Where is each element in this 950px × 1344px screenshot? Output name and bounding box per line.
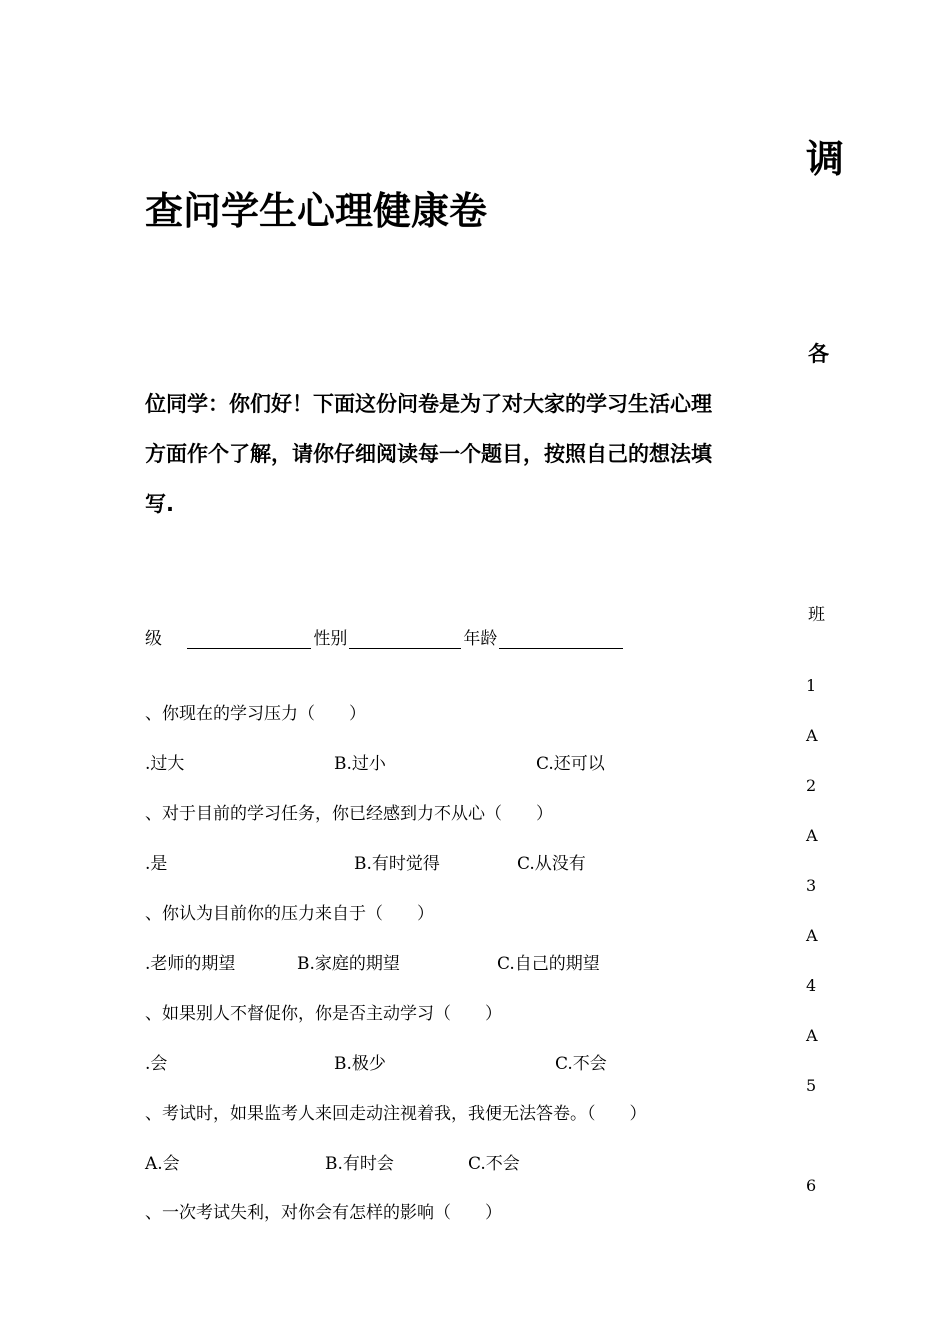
option-c[interactable]: C.还可以 — [536, 754, 605, 774]
age-label: 年龄 — [463, 629, 498, 649]
option-c[interactable]: C.从没有 — [517, 854, 586, 874]
option-letter: A — [806, 726, 818, 745]
option-b[interactable]: B.有时觉得 — [354, 854, 440, 874]
question-text: 、一次考试失利，对你会有怎样的影响（ ） — [145, 1203, 502, 1223]
question-text: 、你认为目前你的压力来自于（ ） — [145, 904, 434, 924]
question-number: 3 — [806, 876, 817, 895]
question-text: 、对于目前的学习任务，你已经感到力不从心（ ） — [145, 804, 553, 824]
question-number: 6 — [806, 1176, 817, 1195]
class-label: 级 — [145, 629, 162, 649]
intro-line-2: 方面作个了解，请你仔细阅读每一个题目，按照自己的想法填 — [145, 442, 712, 466]
class-label-first-char: 班 — [808, 605, 825, 625]
class-blank[interactable] — [187, 630, 311, 649]
question-number: 4 — [806, 976, 817, 995]
question-number: 5 — [806, 1076, 817, 1095]
option-b[interactable]: B.极少 — [334, 1054, 386, 1074]
question-text: 、如果别人不督促你，你是否主动学习（ ） — [145, 1004, 502, 1024]
info-row — [145, 624, 623, 649]
option-c[interactable]: C.不会 — [555, 1054, 607, 1074]
intro-line-3: 写. — [145, 492, 174, 516]
option-a[interactable]: .是 — [145, 854, 168, 874]
question-number: 1 — [806, 676, 817, 695]
intro-first-char: 各 — [808, 342, 829, 366]
gender-blank[interactable] — [349, 630, 461, 649]
option-c[interactable]: C.不会 — [468, 1154, 520, 1174]
gender-label: 性别 — [313, 629, 348, 649]
title-first-char: 调 — [806, 137, 845, 181]
question-text: 、考试时，如果监考人来回走动注视着我，我便无法答卷。（ ） — [145, 1104, 647, 1124]
question-text: 、你现在的学习压力（ ） — [145, 704, 366, 724]
option-b[interactable]: B.过小 — [334, 754, 386, 774]
option-letter: A — [806, 826, 818, 845]
page-title: 查问学生心理健康卷 — [145, 189, 488, 233]
option-a[interactable]: .老师的期望 — [145, 954, 236, 974]
option-letter: A — [806, 926, 818, 945]
option-a[interactable]: A.会 — [145, 1154, 180, 1174]
option-a[interactable]: .会 — [145, 1054, 168, 1074]
option-b[interactable]: B.家庭的期望 — [297, 954, 400, 974]
option-a[interactable]: .过大 — [145, 754, 185, 774]
option-letter: A — [806, 1026, 818, 1045]
option-b[interactable]: B.有时会 — [325, 1154, 394, 1174]
intro-line-1: 位同学：你们好！下面这份问卷是为了对大家的学习生活心理 — [145, 392, 712, 416]
option-c[interactable]: C.自己的期望 — [497, 954, 600, 974]
question-number: 2 — [806, 776, 817, 795]
age-blank[interactable] — [499, 630, 623, 649]
